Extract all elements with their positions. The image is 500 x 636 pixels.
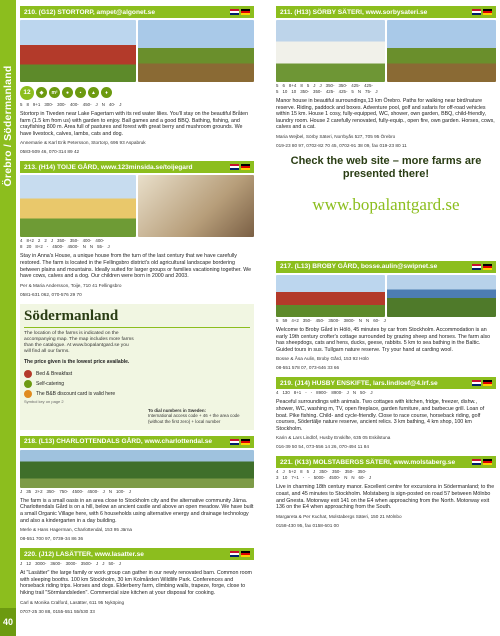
price-strip (20, 102, 254, 107)
listing-title: 217. (L13) BROBY GÅRD, bosse.aulin@swipnet.se (280, 263, 438, 271)
price-cell: 4 (276, 469, 279, 475)
price-cell: 350- (69, 238, 79, 244)
listing-contact: Per & Maria Andersson, Toije, 710 41 Fellingsbro (20, 282, 122, 288)
listing-description: At "Lasätter" the large family or work group can gather in our newly renovated barn. Common room with sleeping booths. 100 km Stockholm, 30 km Kolmården Wildlife Park. Conferences and horseback riding trips. Horses and dogs. Elderberry farm, climbing walls, trapeze, forge, close to hiking trail "Sörmlandsleden". Commercial size kitchen at your disposal for cooking. (20, 570, 252, 596)
flag-gb-icon (472, 9, 481, 15)
bed-breakfast-icon (24, 370, 32, 378)
listing-phone: 0583-509 46, 070-314 89 42 (20, 149, 80, 155)
price-cell: N (366, 317, 370, 323)
farm-photo (276, 275, 385, 317)
language-flags (472, 380, 492, 386)
price-cell: 35 (26, 488, 32, 494)
flag-de-icon (241, 9, 250, 15)
legend-label: Bed & Breakfast (36, 370, 73, 377)
price-cell: 40- (108, 102, 116, 107)
price-cell: 3000- (35, 561, 47, 567)
language-flags (472, 264, 492, 270)
listing-header (20, 6, 254, 18)
price-cell: - (308, 475, 310, 481)
price-cell: 12 (26, 561, 32, 567)
price-cell: 450- (82, 102, 92, 107)
price-cell: 350- (332, 469, 341, 475)
listing-title: 221. (K13) MOLSTABERGS SÄTERI, www.molstaberg.se (280, 458, 456, 466)
shower-icon: ♦ (101, 87, 112, 98)
price-cell: 5 (276, 83, 279, 88)
price-strip (20, 489, 254, 494)
price-cell: 60- (358, 475, 365, 481)
dialing-title: To dial numbers in Sweden: (148, 408, 206, 414)
price-cell: J (282, 469, 285, 475)
price-cell: 8+1 (293, 390, 302, 396)
bed-icon: ◆ (36, 87, 47, 98)
price-cell: 350- (325, 83, 335, 88)
listing-contact: Karin & Lars Lindlöf, Husby Enskifte, 635 05 Eskilstuna (276, 435, 391, 441)
region-text: The location of the farms is indicated on the accompanying map. The map includes more farms than the catalogue. At www.bopalantgard.se you will find all our farms. (24, 330, 134, 355)
flag-gb-icon (230, 551, 239, 557)
legend-item (24, 369, 250, 379)
price-cell: J (319, 83, 322, 88)
price-cell: 8+4 (288, 83, 297, 88)
listing-header (276, 456, 496, 468)
listing-title: 213. (H14) TOIJE GÅRD, www.123minsida.se/toijegard (24, 163, 193, 171)
listing-210 (20, 6, 254, 155)
language-flags (230, 164, 250, 170)
right-column (276, 0, 496, 529)
price-cell: 4500- (67, 244, 79, 250)
listing-title: 219. (J14) HUSBY ENSKIFTE, lars.lindloef@4.lrf.se (280, 379, 438, 387)
listing-description: Manor house in beautiful surroundings,13 km Örebro. Paths for walking near bird/nature reserve. Riding, paddock and boxes. Adventure pool, golf and safaris for off-road vehicles within 15 km. House 1 cosy, fully-equipped, WC, shower, own garden, BBQ, child-friendly, laundry room. House 2 carefully renovated, fully-equip., open fire, own garden. Horses, cows, calves and a cat. (276, 98, 495, 131)
listing-photos (20, 175, 254, 237)
listing-description: Welcome to Broby Gård in Hölö, 45 minutes by car from Stockholm. Accommodation is an early 19th century crofter's cottage surrounded by grazing sheep and horses. The farm also has sheepdogs, cats and hens, ducks, geese, rabbits. 5 km to sea bathing in the Baltic. Guided tours in sus. Tullgarn nature reserve. Try your hand at carding wool. (276, 326, 491, 353)
price-cell: 75- (365, 89, 372, 94)
listing-phone: 016-39 50 54, 073-556 14 26, 070-494 11 84 (276, 444, 369, 450)
kitchen-icon: ▲ (88, 87, 99, 98)
listing-contact: Merle & Hans Hagerman, Charlottendal, 153 95 Järna (20, 527, 133, 533)
price-cell: 8900- (331, 390, 343, 396)
price-cell: N (352, 390, 357, 396)
flag-de-icon (241, 551, 250, 557)
region-title: Södermanland (24, 308, 250, 328)
price-cell: 100- (115, 488, 125, 494)
price-cell: 5+2 (288, 469, 297, 475)
price-cell: 8900- (316, 390, 328, 396)
self-catering-icon (24, 380, 32, 388)
listing-photos (20, 20, 254, 82)
region-sidebar (0, 0, 16, 636)
flag-de-icon (483, 459, 492, 465)
rating-badge: 12 (20, 86, 34, 100)
price-cell: 425- (325, 89, 335, 94)
price-cell: J (102, 488, 105, 494)
farm-photo (387, 275, 496, 317)
price-cell: 8 (26, 102, 29, 107)
listing-header (276, 377, 496, 389)
price-cell: J (50, 238, 54, 244)
listing-description: Live in charming 18th century manor. Excellent centre for excursions in Södermanland; to the coast, and 45 minutes to Stockholm. Molstaberg is sign-posted on road 57 between Mölnbo and Gnesta. Motorway exit 141 on the E4 when approaching from the North. Motorway exit 136 on the E4 when approaching from the South. (276, 484, 495, 511)
listing-title: 210. (G12) STORTORP, ampet@algonet.se (24, 8, 156, 16)
farm-photo (387, 20, 496, 82)
legend-label: Self-catering (36, 380, 65, 387)
language-flags (472, 9, 492, 15)
price-cell: J (346, 390, 349, 396)
price-cell: 2 (37, 238, 41, 244)
price-cell: - (310, 390, 313, 396)
farm-photo (276, 20, 385, 82)
price-cell: 4500- (72, 488, 84, 494)
listing-photos (20, 450, 254, 488)
price-cell: 4+2 (291, 317, 299, 323)
price-cell: 3000- (65, 561, 77, 567)
listing-phone: 019-23 80 97, 0702-82 70 45, 0702-91 38 09, fax 019-23 80 11 (276, 142, 407, 148)
left-column (20, 0, 254, 615)
listing-213 (20, 161, 254, 297)
price-cell: 8 (300, 469, 303, 475)
price-cell: J (313, 469, 316, 475)
listing-photos (276, 20, 496, 82)
price-cell: 350- (338, 83, 348, 88)
price-cell: 350- (46, 488, 56, 494)
price-cell: J (20, 488, 23, 494)
farm-photo (20, 175, 136, 237)
price-cell: J (375, 89, 378, 94)
flag-de-icon (483, 264, 492, 270)
price-cell: 425- (338, 89, 348, 94)
listing-220 (20, 548, 254, 614)
flag-gb-icon (472, 264, 481, 270)
price-cell: 350- (57, 238, 66, 244)
price-cell: 350- (344, 469, 354, 475)
price-cell: N (82, 244, 86, 250)
price-cell: J (383, 317, 386, 323)
price-cell: J (119, 102, 122, 107)
price-strip-2 (20, 244, 254, 249)
price-cell: 750- (59, 488, 69, 494)
price-cell: 20 (26, 244, 32, 250)
listing-218 (20, 436, 254, 542)
listing-title: 211. (H13) SÖRBY SÄTERI, www.sorbysateri.se (280, 8, 428, 16)
price-cell: - (305, 390, 307, 396)
price-cell: 350- (319, 469, 329, 475)
listing-211 (276, 6, 496, 149)
price-cell: N (351, 475, 355, 481)
price-cell: 5 (351, 89, 354, 94)
price-cell: 300- (57, 102, 66, 107)
price-cell: 4500- (87, 488, 99, 494)
listing-217 (276, 261, 496, 371)
price-cell: 400- (95, 238, 105, 244)
dialing-info (148, 408, 248, 424)
price-cell: 350- (313, 89, 322, 94)
farm-photo (20, 450, 254, 488)
price-cell: 5 (276, 89, 279, 94)
legend-label: The B&B discount card is valid here (36, 390, 116, 397)
listing-title: 218. (L13) CHARLOTTENDALS GÅRD, www.charlottendal.se (24, 438, 213, 446)
website-promo (276, 155, 496, 255)
flag-gb-icon (230, 439, 239, 445)
listing-header (20, 548, 254, 560)
price-cell: 450- (315, 317, 325, 323)
price-cell: 5000- (313, 475, 325, 481)
price-cell: J (20, 561, 23, 567)
price-cell: N (89, 244, 94, 250)
price-cell: 8 (20, 244, 23, 250)
price-cell: 4 (276, 390, 279, 396)
region-info-box (20, 304, 254, 430)
listing-contact: Bosse & Åsa Aulin, Broby Gård, 153 92 Hölö (276, 356, 369, 362)
price-cell: J (370, 390, 373, 396)
price-cell: 3500- (328, 317, 340, 323)
listing-description: Stortorp in Tiveden near Lake Fagertarn with its red water lilies. You'll stay on the beautiful Bråten farm (1.5 km from us) with garden to enjoy. Ball games and a good BBQ. Bathing, fishing, and crayfishing 800 m. Area full of pastures and forest with great berry and mushroom grounds. We have livestock, calves, lambs, cats and dog. (20, 111, 249, 137)
price-cell: 350- (357, 469, 367, 475)
listing-219 (276, 377, 496, 450)
listing-contact: Annemarie & Karl Erik Petersson, Stortorp, 696 93 Aspabruk (20, 140, 146, 146)
language-flags (230, 439, 250, 445)
listing-contact: Maria Wejbel, Sörby Säteri, Norrbyås 527, 705 95 Örebro (276, 133, 396, 139)
price-cell: 4 (20, 238, 23, 244)
price-cell: N (101, 102, 105, 107)
listing-contact: Carl & Monika Cralford, Lasätter, 611 95 Nyköping (20, 599, 125, 605)
price-cell: 3800- (343, 317, 355, 323)
price-cell: 425- (351, 83, 361, 88)
price-cell: 5 (20, 102, 23, 107)
price-cell: 2 (44, 238, 47, 244)
price-cell: 5 (306, 469, 310, 475)
facility-icons (20, 84, 254, 101)
price-cell: 9+1 (32, 102, 41, 107)
price-cell: 4500- (52, 244, 64, 250)
flag-de-icon (483, 380, 492, 386)
flag-de-icon (241, 164, 250, 170)
legend (24, 369, 250, 407)
legend-item (24, 379, 250, 389)
price-cell: 425- (364, 83, 373, 88)
price-strip (276, 390, 496, 395)
price-cell: 10 (291, 89, 297, 94)
animal-icon: ● (62, 87, 73, 98)
price-cell: 3500- (80, 561, 93, 567)
listing-header (276, 6, 496, 18)
price-cell: 130 (282, 390, 290, 396)
farm-photo (20, 20, 136, 82)
price-cell: J (95, 102, 98, 107)
price-cell: J (102, 561, 105, 567)
price-cell: 3 (276, 475, 279, 481)
flag-gb-icon (472, 459, 481, 465)
promo-headline: Check the web site – more farms are presented there! (290, 154, 482, 180)
listing-phone: 08-551 700 97, 0739-34 86 36 (20, 536, 84, 542)
listing-phone: 0581-631 062, 070-576 29 70 (20, 291, 82, 297)
listing-phone: 0158-430 95, fax 0158-601 00 (276, 522, 339, 528)
price-strip (20, 238, 254, 243)
price-strip-2 (276, 89, 496, 94)
price-cell: 400- (69, 102, 79, 107)
price-cell: 350- (300, 89, 310, 94)
listing-contact: Margareta & Per Kuchat, Molstabergs Säteri, 150 21 Mölnbo (276, 513, 402, 519)
price-strip-2 (276, 475, 496, 480)
price-cell: 300- (44, 102, 54, 107)
listing-header (20, 436, 254, 448)
flag-gb-icon (472, 380, 481, 386)
price-cell: N (358, 317, 363, 323)
price-strip (276, 318, 496, 323)
price-strip (276, 469, 496, 474)
price-strip (20, 561, 254, 566)
farm-photo (138, 175, 254, 237)
page-number: 40 (0, 608, 16, 636)
language-flags (230, 9, 250, 15)
listing-title: 220. (J12) LASÄTTER, www.lasatter.se (24, 550, 144, 558)
price-cell: J (128, 488, 131, 494)
price-cell: 5 (306, 83, 310, 88)
listing-photos (276, 275, 496, 317)
area-icon: m² (49, 87, 60, 98)
price-cell: J (368, 475, 372, 481)
price-cell: J (107, 244, 110, 250)
legend-note: Symbol key on page 2 (24, 398, 64, 404)
listing-phone: 08-551 578 07, 073-646 33 66 (276, 365, 340, 371)
price-cell: 7+1 (291, 475, 299, 481)
price-cell: 59 (282, 317, 288, 323)
farm-photo (138, 20, 254, 82)
listing-221 (276, 456, 496, 528)
price-cell: J (313, 83, 316, 88)
flag-de-icon (241, 439, 250, 445)
price-strip (276, 83, 496, 88)
price-cell: 8 (300, 83, 303, 88)
price-cell: 55- (97, 244, 104, 250)
price-cell: 50- (360, 390, 367, 396)
price-cell: 400- (82, 238, 92, 244)
price-cell: 4500- (328, 475, 341, 481)
promo-url[interactable]: www.bopalantgard.se (312, 194, 460, 214)
price-cell: 8+2 (35, 244, 43, 250)
sidebar-region-title: Örebro / Södermanland (2, 65, 14, 187)
price-cell: 60- (373, 317, 380, 323)
flag-gb-icon (230, 9, 239, 15)
price-note: The price given is the lowest price available. (24, 358, 130, 365)
listing-description: Stay in Anna's House, a unique house from the turn of the last century that we have carefully restored. The farm is located in the Fellingsbro district's old agricultural landscape bordering between plains and mountains. Ideally suited for larger groups or families vacationing together. We have cows, calves and a dog. Our children were born in 2000 and 2003. (20, 253, 252, 280)
dialing-text: International access code + 46 + the area code (without the first zero) + local number (148, 413, 240, 424)
price-cell: 2+2 (35, 488, 43, 494)
price-cell: J (96, 561, 99, 567)
listing-description: The farm is a small oasis in an area close to Stockholm city and the alternative community Järna. Charlottendals Gård is on a hill, below an ancient castle and above an open meadow. We have built a small Organic Village here, with 6 households using alternative energy and drainage technology and also a kindergarten in a day building. (20, 497, 254, 524)
room-icon: ▪ (75, 87, 86, 98)
price-cell: 350- (302, 317, 312, 323)
language-flags (230, 551, 250, 557)
price-cell: N (108, 488, 112, 494)
price-cell: 8+2 (26, 238, 34, 244)
price-cell: N (357, 89, 362, 94)
price-cell: 5 (276, 317, 279, 323)
price-cell: 3600- (50, 561, 62, 567)
flag-gb-icon (230, 164, 239, 170)
price-cell: - (46, 244, 49, 250)
language-flags (472, 459, 492, 465)
price-cell: 6 (282, 83, 285, 88)
price-cell: N (344, 475, 348, 481)
listing-description: Peaceful surroundings with animals. Two cottages with kitchen, fridge, freezer, dishw., shower, WC, washing m, TV, open fireplace, garden furniture, and barbecue grill. Loan of boat. Pike fishing. Child- and cycle-friendly. Close to race course, horseback riding, golf courses, Södertälje nature reserve, ancient relics. 3 km bathing, 4 km shop, 100 km Stockholm. (276, 399, 485, 432)
listing-phone: 0707-25 30 88, 0155-551 55/530 33 (20, 608, 95, 614)
price-cell: 50- (108, 561, 115, 567)
flag-de-icon (483, 9, 492, 15)
price-cell: 10 (282, 475, 288, 481)
price-cell: - (302, 475, 305, 481)
price-cell: 10 (282, 89, 288, 94)
listing-header (20, 161, 254, 173)
listing-header (276, 261, 496, 273)
price-cell: J (118, 561, 121, 567)
